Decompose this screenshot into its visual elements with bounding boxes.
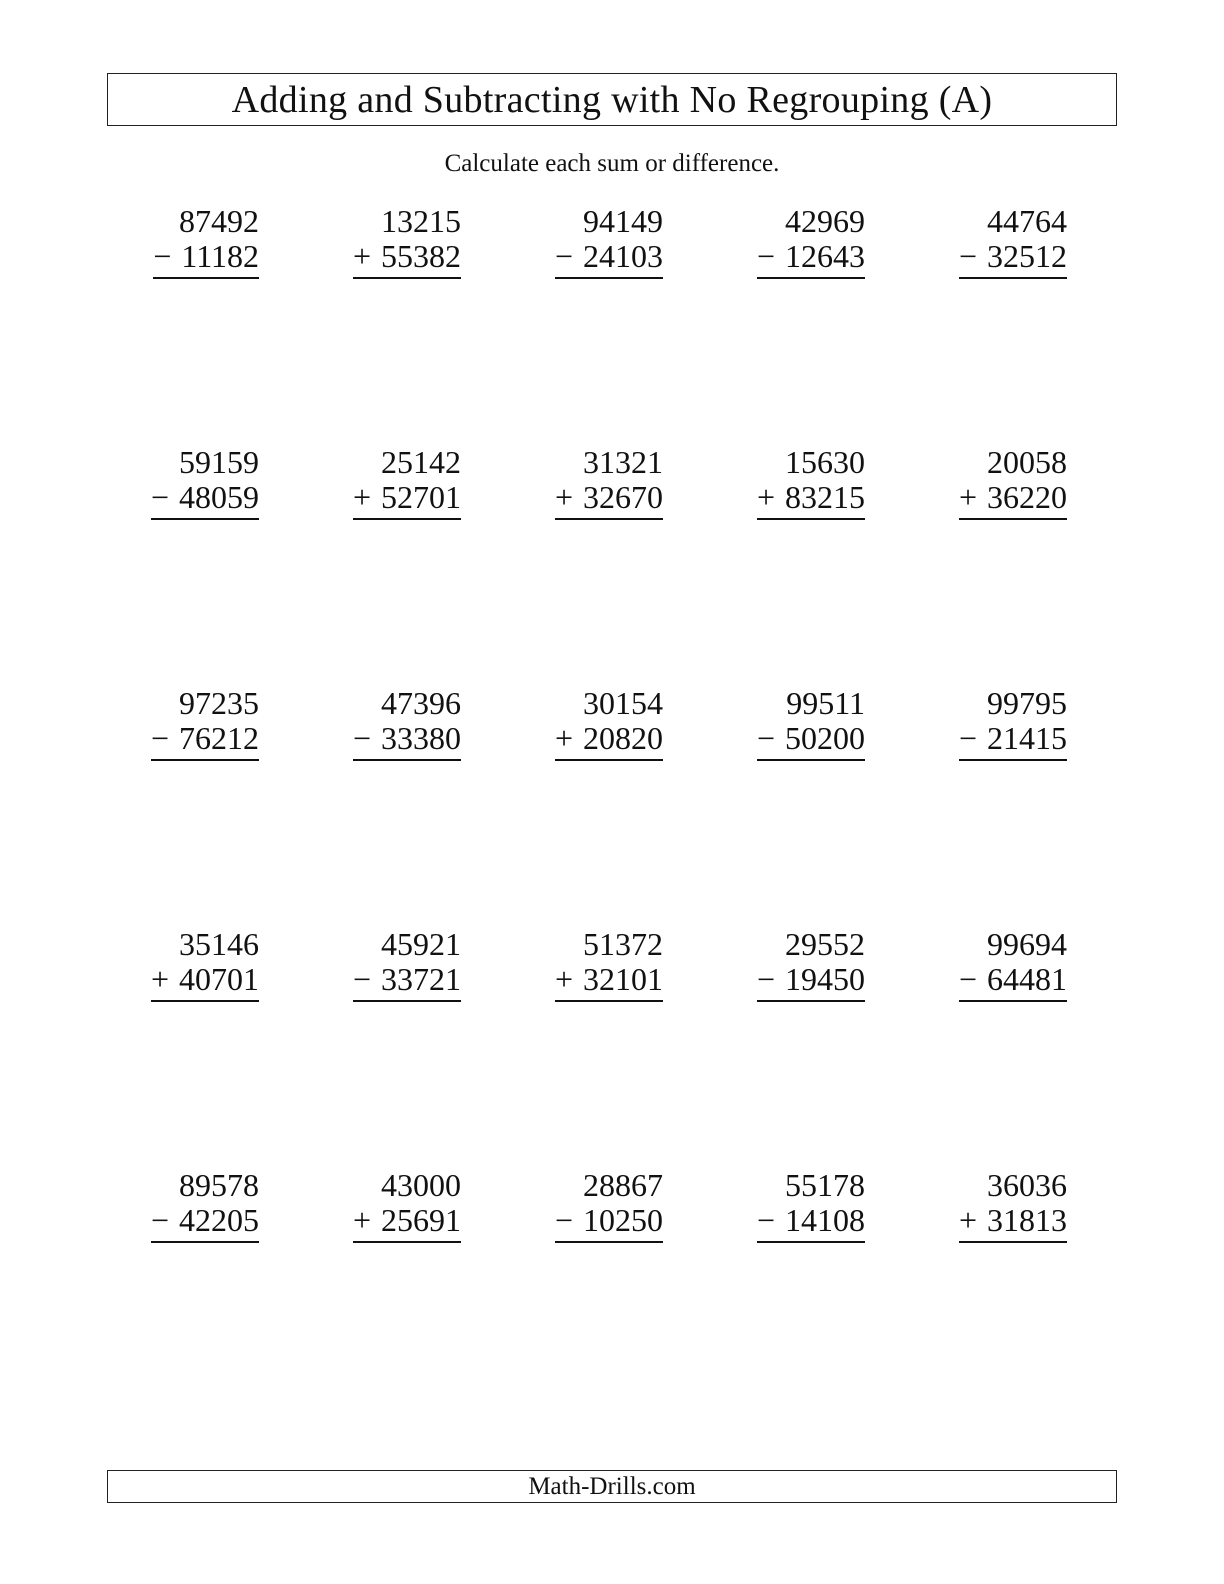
minus-sign: − bbox=[756, 961, 775, 997]
bottom-row bbox=[311, 239, 461, 274]
bottom-row bbox=[513, 239, 663, 274]
bottom-row bbox=[311, 721, 461, 756]
top-number: 51372 bbox=[583, 926, 663, 962]
bottom-number: 33721 bbox=[381, 961, 461, 997]
bottom-number: 76212 bbox=[179, 720, 259, 756]
problem-4-1 bbox=[109, 927, 259, 997]
bottom-row bbox=[917, 239, 1067, 274]
bottom-row bbox=[311, 480, 461, 515]
bottom-number: 52701 bbox=[381, 479, 461, 515]
answer-line bbox=[555, 1000, 663, 1002]
answer-line bbox=[757, 759, 865, 761]
bottom-number: 42205 bbox=[179, 1202, 259, 1238]
answer-line bbox=[959, 518, 1067, 520]
bottom-number: 19450 bbox=[785, 961, 865, 997]
problem-1-2 bbox=[311, 204, 461, 274]
bottom-number: 40701 bbox=[179, 961, 259, 997]
answer-line bbox=[757, 518, 865, 520]
bottom-row bbox=[109, 1203, 259, 1238]
problem-3-5 bbox=[917, 686, 1067, 756]
bottom-row bbox=[513, 962, 663, 997]
problem-5-2 bbox=[311, 1168, 461, 1238]
bottom-number: 31813 bbox=[987, 1202, 1067, 1238]
top-number: 45921 bbox=[381, 926, 461, 962]
bottom-number: 32101 bbox=[583, 961, 663, 997]
problem-4-5 bbox=[917, 927, 1067, 997]
top-number: 99511 bbox=[786, 685, 865, 721]
problem-2-2 bbox=[311, 445, 461, 515]
minus-sign: − bbox=[756, 720, 775, 756]
top-number: 55178 bbox=[785, 1167, 865, 1203]
bottom-row bbox=[311, 962, 461, 997]
answer-line bbox=[153, 277, 259, 279]
page-title: Adding and Subtracting with No Regrouping (A) bbox=[231, 78, 993, 121]
top-number: 94149 bbox=[583, 203, 663, 239]
minus-sign: − bbox=[756, 1202, 775, 1238]
footer-box bbox=[107, 1470, 1117, 1503]
problem-5-3 bbox=[513, 1168, 663, 1238]
bottom-row bbox=[917, 721, 1067, 756]
answer-line bbox=[353, 759, 461, 761]
answer-line bbox=[959, 1000, 1067, 1002]
top-number: 31321 bbox=[583, 444, 663, 480]
plus-sign: + bbox=[958, 1202, 977, 1238]
minus-sign: − bbox=[756, 238, 775, 274]
bottom-row bbox=[715, 1203, 865, 1238]
problem-1-4 bbox=[715, 204, 865, 274]
plus-sign: + bbox=[352, 1202, 371, 1238]
top-number: 15630 bbox=[785, 444, 865, 480]
minus-sign: − bbox=[150, 720, 169, 756]
top-number: 89578 bbox=[179, 1167, 259, 1203]
top-number: 36036 bbox=[987, 1167, 1067, 1203]
problem-3-4 bbox=[715, 686, 865, 756]
bottom-row bbox=[513, 1203, 663, 1238]
problem-4-4 bbox=[715, 927, 865, 997]
bottom-number: 55382 bbox=[381, 238, 461, 274]
bottom-row bbox=[917, 1203, 1067, 1238]
bottom-row bbox=[917, 962, 1067, 997]
top-number: 47396 bbox=[381, 685, 461, 721]
answer-line bbox=[555, 759, 663, 761]
minus-sign: − bbox=[958, 961, 977, 997]
problem-2-1 bbox=[109, 445, 259, 515]
answer-line bbox=[757, 1000, 865, 1002]
answer-line bbox=[353, 518, 461, 520]
bottom-row bbox=[715, 480, 865, 515]
bottom-row bbox=[715, 239, 865, 274]
minus-sign: − bbox=[153, 238, 172, 274]
minus-sign: − bbox=[958, 720, 977, 756]
bottom-number: 11182 bbox=[181, 238, 259, 274]
answer-line bbox=[959, 277, 1067, 279]
answer-line bbox=[757, 277, 865, 279]
bottom-number: 64481 bbox=[987, 961, 1067, 997]
problem-4-2 bbox=[311, 927, 461, 997]
bottom-row bbox=[311, 1203, 461, 1238]
problem-2-5 bbox=[917, 445, 1067, 515]
answer-line bbox=[353, 277, 461, 279]
top-number: 99694 bbox=[987, 926, 1067, 962]
top-number: 13215 bbox=[381, 203, 461, 239]
top-number: 29552 bbox=[785, 926, 865, 962]
problem-2-3 bbox=[513, 445, 663, 515]
problem-5-5 bbox=[917, 1168, 1067, 1238]
bottom-number: 12643 bbox=[785, 238, 865, 274]
bottom-number: 24103 bbox=[583, 238, 663, 274]
bottom-number: 36220 bbox=[987, 479, 1067, 515]
bottom-number: 32512 bbox=[987, 238, 1067, 274]
answer-line bbox=[555, 1241, 663, 1243]
top-number: 97235 bbox=[179, 685, 259, 721]
plus-sign: + bbox=[756, 479, 775, 515]
plus-sign: + bbox=[554, 479, 573, 515]
top-number: 43000 bbox=[381, 1167, 461, 1203]
bottom-number: 10250 bbox=[583, 1202, 663, 1238]
minus-sign: − bbox=[554, 238, 573, 274]
minus-sign: − bbox=[352, 961, 371, 997]
answer-line bbox=[151, 518, 259, 520]
plus-sign: + bbox=[958, 479, 977, 515]
problem-5-4 bbox=[715, 1168, 865, 1238]
bottom-row bbox=[715, 721, 865, 756]
problem-2-4 bbox=[715, 445, 865, 515]
answer-line bbox=[151, 1241, 259, 1243]
problem-3-3 bbox=[513, 686, 663, 756]
answer-line bbox=[353, 1241, 461, 1243]
problem-1-1 bbox=[109, 204, 259, 274]
problem-3-1 bbox=[109, 686, 259, 756]
plus-sign: + bbox=[150, 961, 169, 997]
top-number: 20058 bbox=[987, 444, 1067, 480]
minus-sign: − bbox=[958, 238, 977, 274]
footer-site-name: Math-Drills.com bbox=[528, 1473, 696, 1500]
top-number: 25142 bbox=[381, 444, 461, 480]
bottom-number: 14108 bbox=[785, 1202, 865, 1238]
plus-sign: + bbox=[352, 479, 371, 515]
answer-line bbox=[151, 759, 259, 761]
top-number: 87492 bbox=[179, 203, 259, 239]
top-number: 59159 bbox=[179, 444, 259, 480]
bottom-row bbox=[917, 480, 1067, 515]
top-number: 44764 bbox=[987, 203, 1067, 239]
answer-line bbox=[757, 1241, 865, 1243]
bottom-number: 83215 bbox=[785, 479, 865, 515]
problem-5-1 bbox=[109, 1168, 259, 1238]
bottom-row bbox=[513, 480, 663, 515]
bottom-row bbox=[513, 721, 663, 756]
problem-4-3 bbox=[513, 927, 663, 997]
bottom-number: 25691 bbox=[381, 1202, 461, 1238]
minus-sign: − bbox=[150, 1202, 169, 1238]
top-number: 28867 bbox=[583, 1167, 663, 1203]
bottom-row bbox=[715, 962, 865, 997]
answer-line bbox=[555, 277, 663, 279]
plus-sign: + bbox=[554, 961, 573, 997]
answer-line bbox=[555, 518, 663, 520]
bottom-number: 20820 bbox=[583, 720, 663, 756]
bottom-number: 48059 bbox=[179, 479, 259, 515]
answer-line bbox=[151, 1000, 259, 1002]
plus-sign: + bbox=[554, 720, 573, 756]
top-number: 42969 bbox=[785, 203, 865, 239]
bottom-row bbox=[109, 721, 259, 756]
top-number: 99795 bbox=[987, 685, 1067, 721]
minus-sign: − bbox=[150, 479, 169, 515]
bottom-row bbox=[109, 962, 259, 997]
top-number: 35146 bbox=[179, 926, 259, 962]
bottom-row bbox=[109, 239, 259, 274]
plus-sign: + bbox=[352, 238, 371, 274]
minus-sign: − bbox=[352, 720, 371, 756]
problem-1-3 bbox=[513, 204, 663, 274]
answer-line bbox=[959, 1241, 1067, 1243]
problem-1-5 bbox=[917, 204, 1067, 274]
bottom-row bbox=[109, 480, 259, 515]
bottom-number: 21415 bbox=[987, 720, 1067, 756]
top-number: 30154 bbox=[583, 685, 663, 721]
answer-line bbox=[353, 1000, 461, 1002]
instructions: Calculate each sum or difference. bbox=[444, 150, 780, 177]
minus-sign: − bbox=[554, 1202, 573, 1238]
bottom-number: 33380 bbox=[381, 720, 461, 756]
answer-line bbox=[959, 759, 1067, 761]
bottom-number: 50200 bbox=[785, 720, 865, 756]
problem-3-2 bbox=[311, 686, 461, 756]
bottom-number: 32670 bbox=[583, 479, 663, 515]
